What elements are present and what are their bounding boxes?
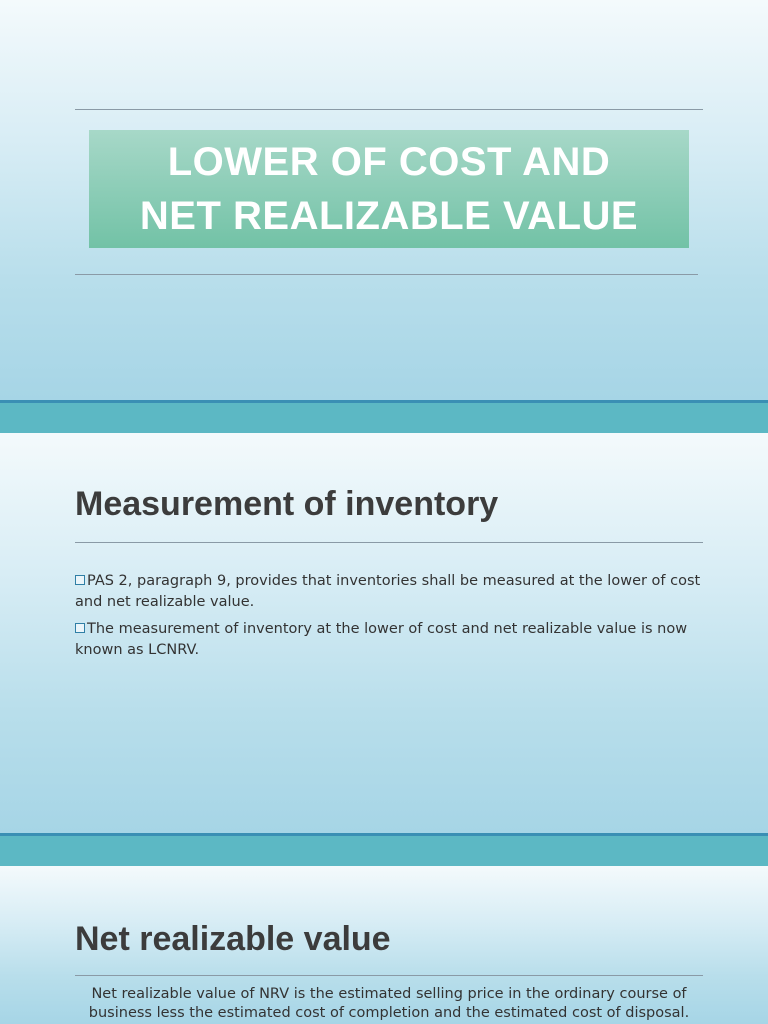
- definition-text: Net realizable value of NRV is the estimated selling price in the ordinary course of business less the estimated cost of completion and the estimated cost of disposal.: [88, 986, 690, 1021]
- slide-heading: Net realizable value: [75, 920, 391, 958]
- bottom-rule: [75, 274, 698, 275]
- bullet-text: PAS 2, paragraph 9, provides that inventories shall be measured at the lower of cost and net realizable value.: [75, 573, 701, 610]
- slide-separator: [0, 400, 768, 433]
- slide-title: LOWER OF COST AND NET REALIZABLE VALUE: [139, 140, 639, 238]
- square-bullet-icon: [75, 575, 85, 585]
- slide-separator: [0, 833, 768, 866]
- square-bullet-icon: [75, 623, 85, 633]
- list-item: [75, 619, 715, 661]
- slide-2: [0, 433, 768, 833]
- top-rule: [75, 109, 703, 110]
- bullet-text: The measurement of inventory at the lower of cost and net realizable value is now known as LCNRV.: [75, 621, 688, 658]
- bullet-list: [75, 571, 715, 667]
- slide-heading: Measurement of inventory: [75, 485, 499, 523]
- slide-1: [0, 0, 768, 400]
- slide-3: [0, 866, 768, 1024]
- list-item: [75, 571, 715, 613]
- heading-rule: [75, 542, 703, 543]
- heading-rule: [75, 975, 703, 976]
- title-box: [89, 130, 689, 248]
